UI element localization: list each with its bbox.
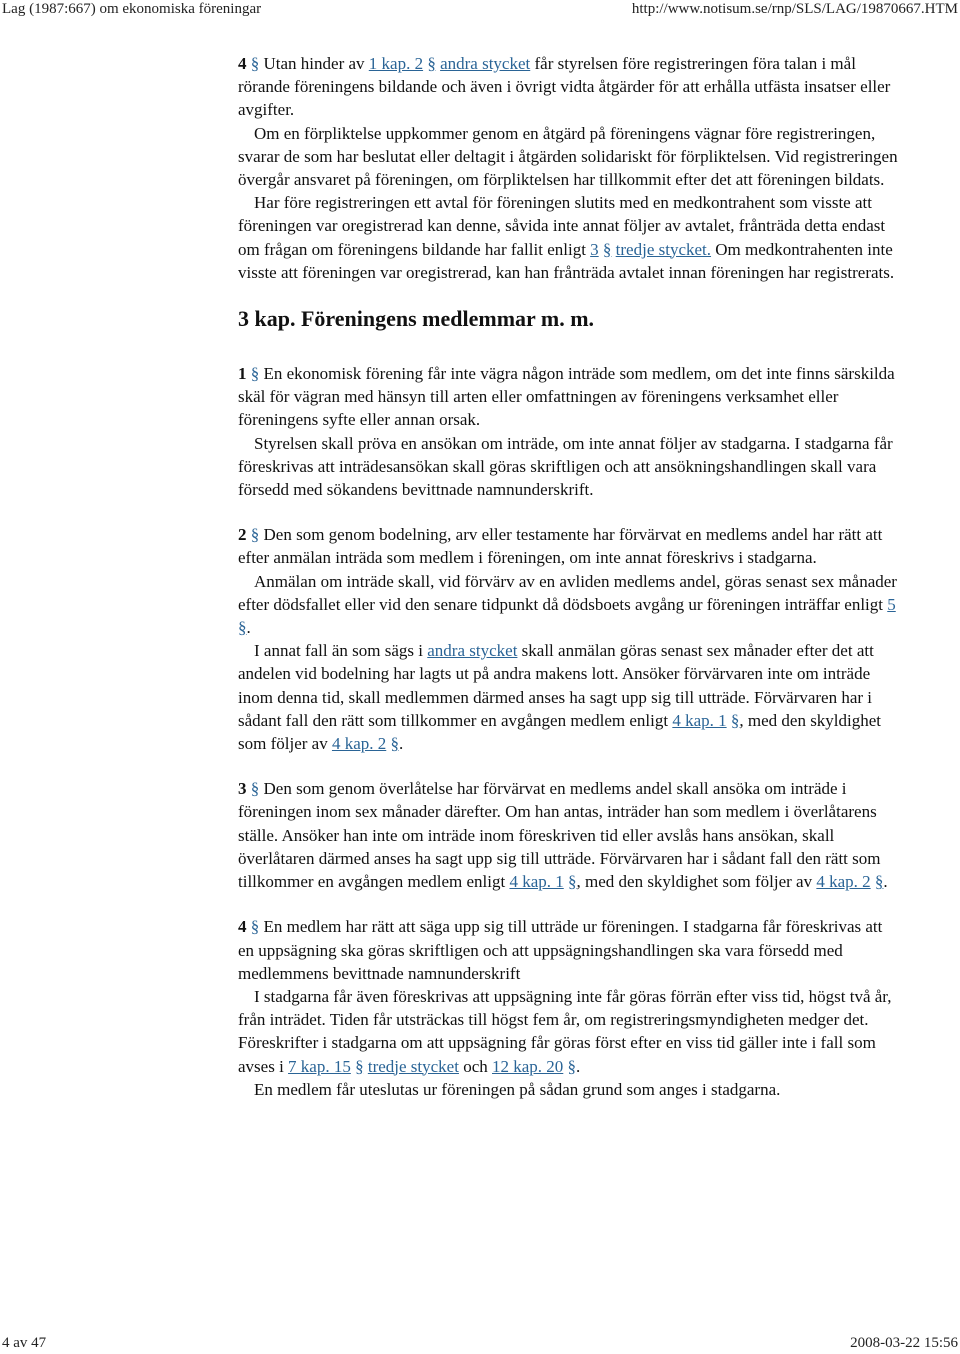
ch3-section-3-para-1: 3 § Den som genom överlåtelse har förvärvat en medlems andel skall ansöka om inträde i föreningen inom sex månader därefter. Om han antas, inträder han som medlem i överlåtarens ställe. Ansöker han inte om inträde inom föreskriven tid eller avslås hans ansökan, skall överlåtaren därmed anses ha sagt upp sig till utträde. Förvärvaren har i sådant fall den rätt som tillkommer en avgången medlem enligt 4 kap. 1 §, med den skyldighet som följer av 4 kap. 2 §. [238, 779, 888, 892]
link-tredje-stycket[interactable]: tredje stycket. [615, 239, 712, 259]
link-5[interactable]: 5 [887, 594, 896, 614]
link-4-kap-1[interactable]: 4 kap. 1 [509, 872, 564, 892]
link-section-sign[interactable]: § [730, 710, 740, 730]
link-section-sign[interactable]: § [355, 1056, 364, 1076]
section-4-para-3: Har före registreringen ett avtal för föreningen slutits med en medkontrahent som visste att föreningen var oregistrerad kan denne, såvida inte annat följer av avtalet, frånträda detta endast om frågan om föreningens bildande har fallit enligt 3 § tredje stycket. Om medkontrahenten inte visste att föreningen var oregistrerad, kan han frånträda avtalet innan föreningen har registrerats. [238, 193, 895, 282]
link-4-kap-2[interactable]: 4 kap. 2 [331, 734, 387, 754]
ch3-section-2-para-1: 2 § Den som genom bodelning, arv eller testamente har förvärvat en medlems andel har rätt att efter anmälan inträda som medlem i föreningen, om inte annat föreskrivs i stadgarna. [238, 525, 883, 568]
link-section-sign[interactable]: § [238, 618, 247, 638]
section-4-para-1: 4 § Utan hinder av 1 kap. 2 § andra stycket får styrelsen före registreringen föra talan i mål rörande föreningens bildande och även i övrigt vidta åtgärder för att erhålla utfästa insatser eller avgifter. [238, 54, 891, 120]
ch3-section-4-para-3: En medlem får uteslutas ur föreningen på sådan grund som anges i stadgarna. [254, 1079, 781, 1099]
link-section-sign[interactable]: § [427, 54, 436, 73]
section-number: 1 [238, 364, 247, 384]
chapter-heading: 3 kap. Föreningens medlemmar m. m. [238, 306, 595, 332]
document-body [238, 52, 898, 1101]
ch3-section-4-para-2: I stadgarna får även föreskrivas att uppsägning inte får göras förrän efter viss tid, högst två år, från inträdet. Tiden får utsträckas till högst fem år, om registreringsmyndigheten medger det. Föreskrifter i stadgarna om att uppsägning får göras först efter en viss tid gäller inte i fall som avses i 7 kap. 15 § tredje stycket och 12 kap. 20 §. [238, 986, 892, 1076]
page-header [0, 0, 960, 20]
link-3[interactable]: 3 [590, 239, 599, 259]
section-number: 2 [238, 525, 247, 545]
section-number: 4 [238, 917, 247, 937]
link-section-sign[interactable]: § [568, 872, 577, 892]
link-4-kap-1[interactable]: 4 kap. 1 [672, 710, 727, 730]
link-1-kap-2[interactable]: 1 kap. 2 [368, 54, 424, 73]
section-sign-icon: § [250, 917, 260, 937]
section-sign-icon: § [250, 54, 260, 73]
page-count: 4 av 47 [2, 1335, 47, 1351]
ch3-section-2-para-2: Anmälan om inträde skall, vid förvärv av en avliden medlems andel, göras senast sex månader efter dödsfallet eller vid den senare tidpunkt då dödsboets avgång ur föreningen inträffar enligt 5 §. [238, 571, 897, 638]
ch3-section-2-para-3: I annat fall än som sägs i andra stycket skall anmälan göras senast sex månader efter det att andelen vid bodelning har lagts ut på andra makens lott. Ansöker förvärvaren inte om inträde inom denna tid, skall medlemmen därmed anses ha sagt upp sig till utträde. Förvärvaren har i sådant fall den rätt som tillkommer en avgången medlem enligt 4 kap. 1 §, med den skyldighet som följer av 4 kap. 2 §. [238, 641, 882, 754]
link-section-sign[interactable]: § [390, 734, 399, 754]
link-section-sign[interactable]: § [874, 872, 884, 892]
print-timestamp: 2008-03-22 15:56 [850, 1335, 958, 1351]
link-andra-stycket[interactable]: andra stycket [440, 54, 531, 73]
link-andra-stycket[interactable]: andra stycket [427, 641, 518, 661]
section-sign-icon: § [250, 779, 260, 799]
link-4-kap-2[interactable]: 4 kap. 2 [816, 872, 871, 892]
section-number: 3 [238, 779, 247, 799]
ch3-section-4-para-1: 4 § En medlem har rätt att säga upp sig till utträde ur föreningen. I stadgarna får föreskrivas att en uppsägning ska göras skriftligen och att uppsägningshandlingen ska vara försedd med medlemmens bevittnade namnunderskrift [238, 917, 883, 983]
section-sign-icon: § [250, 364, 260, 384]
section-4-para-2: Om en förpliktelse uppkommer genom en åtgärd på föreningens vägnar före registreringen, svarar de som har beslutat eller deltagit i åtgärden solidariskt för förpliktelsen. Vid registreringen övergår ansvaret på föreningen, om förpliktelsen har tillkommit efter det att föreningen bildats. [238, 123, 898, 190]
link-section-sign[interactable]: § [602, 239, 612, 259]
link-section-sign[interactable]: § [567, 1056, 577, 1076]
link-12-kap-20[interactable]: 12 kap. 20 [492, 1056, 564, 1076]
ch3-section-1-para-1: 1 § En ekonomisk förening får inte vägra någon inträde som medlem, om det inte finns särskilda skäl för vägran med hänsyn till arten eller omfattningen av föreningens verksamhet eller föreningens syfte eller annan orsak. [238, 364, 895, 430]
link-7-kap-15[interactable]: 7 kap. 15 [288, 1056, 351, 1076]
ch3-section-1-para-2: Styrelsen skall pröva en ansökan om inträde, om inte annat följer av stadgarna. I stadgarna får föreskrivas att inträdesansökan skall göras skriftligen och att ansökningshandlingen skall vara försedd med sökandens bevittnade namnunderskrift. [238, 433, 893, 500]
page-footer [0, 1334, 960, 1354]
link-tredje-stycket[interactable]: tredje stycket [367, 1056, 459, 1076]
document-url: http://www.notisum.se/rnp/SLS/LAG/19870667.HTM [631, 1, 958, 17]
section-sign-icon: § [250, 525, 260, 545]
section-number: 4 [238, 54, 247, 73]
document-title: Lag (1987:667) om ekonomiska föreningar [2, 1, 262, 17]
